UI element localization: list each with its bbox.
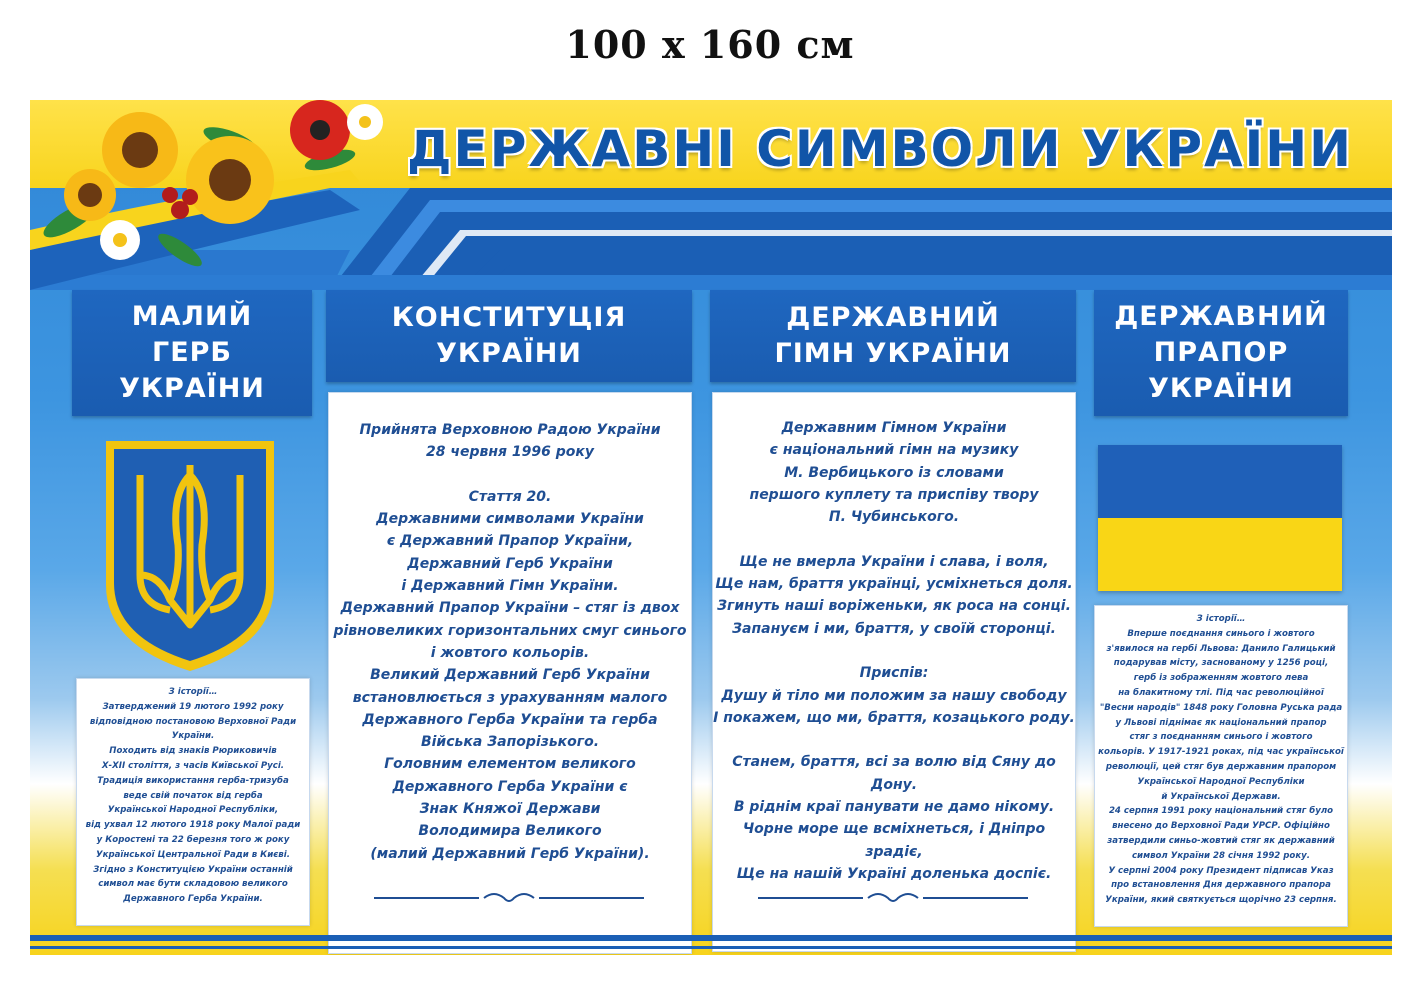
constitution-text-line: Державними символами України: [376, 511, 644, 528]
anthem-text-line: Ще нам, браття українці, усміхнеться доля.: [715, 576, 1073, 593]
anthem-text-line: Ще на нашій Україні доленька доспіє.: [736, 865, 1052, 882]
constitution-text-line: рівновеликих горизонтальних смуг синього: [333, 622, 687, 639]
anthem-text-line: Державним Гімном України: [781, 420, 1007, 436]
constitution-text-line: і Державний Гімн України.: [401, 578, 619, 595]
coat-text-line: Затверджений 19 лютого 1992 року: [102, 701, 284, 712]
constitution-panel: [328, 392, 692, 954]
flag-text-line: У серпні 2004 року Президент підписав Указ: [1108, 865, 1334, 876]
coat-text-line: веде свій початок від герба: [123, 790, 263, 801]
stand-board: [30, 100, 1392, 955]
flag-text-line: подарував місту, заснованому у 1256 році,: [1113, 658, 1329, 669]
flag-text-line: у Львові піднімає як національний прапор: [1115, 717, 1327, 728]
flag-text-line: кольорів. У 1917-1921 роках, під час української: [1098, 747, 1344, 758]
coat-text-line: Походить від знаків Рюриковичів: [109, 746, 277, 757]
flag-text-line: З історії…: [1196, 614, 1246, 624]
page-title: ДЕРЖАВНІ СИМВОЛИ УКРАЇНИ: [407, 120, 1353, 178]
flag-text-line: й Української Держави.: [1161, 791, 1281, 802]
flag-text-line: внесено до Верховної Ради УРСР. Офіційно: [1112, 821, 1330, 832]
constitution-text-line: Великий Державний Герб України: [370, 667, 650, 684]
flag-text-line: революції, цей стяг був державним прапором: [1105, 761, 1337, 772]
coat-text-line: Х-ХІІ століття, з часів Київської Русі.: [101, 760, 285, 771]
anthem-heading: [710, 290, 1076, 382]
anthem-text: [713, 417, 1075, 885]
coat-text-line: від ухвал 12 лютого 1918 року Малої ради: [85, 820, 301, 831]
constitution-text-line: [329, 464, 691, 486]
coat-text-line: Згідно з Конституцією України останній: [93, 864, 293, 875]
ukrainian-flag-icon: [1098, 445, 1342, 591]
coat-text-line: Української Народної Республіки,: [107, 805, 279, 816]
coat-heading: [72, 290, 312, 416]
coat-text-line: Державного Герба України.: [123, 894, 263, 905]
flag-text-line: з'явилося на гербі Львова: Данило Галицький: [1106, 643, 1336, 654]
flag-text-line: герб із зображенням жовтого лева: [1133, 673, 1309, 684]
coat-heading-text: МАЛИЙ ГЕРБ УКРАЇНИ: [119, 301, 265, 404]
anthem-text-line: М. Вербицького із словами: [784, 464, 1004, 481]
bottom-stripe-thin: [30, 946, 1392, 949]
anthem-text-line: В ріднім краї панувати не дамо нікому.: [733, 799, 1055, 816]
trident-icon: [100, 435, 280, 675]
anthem-text-line: Чорне море ще всміхнеться, і Дніпро зрадіє,: [742, 821, 1046, 860]
constitution-text-line: Війська Запорізького.: [420, 734, 600, 751]
anthem-text-line: [713, 528, 1075, 550]
flag-history-text: [1095, 612, 1347, 908]
flag-heading-text: ДЕРЖАВНИЙ ПРАПОР УКРАЇНИ: [1114, 301, 1328, 404]
constitution-text-line: Володимира Великого: [418, 823, 602, 840]
anthem-text-line: Приспів:: [859, 665, 929, 682]
coat-history-text: [77, 685, 309, 907]
constitution-text-line: Головним елементом великого: [384, 756, 636, 773]
coat-text-line: відповідною постановою Верховної Ради: [89, 716, 297, 727]
sunflower-bouquet-icon: [30, 100, 390, 300]
constitution-text: [329, 419, 691, 865]
flag-text-line: "Весни народів" 1848 року Головна Руська рада: [1099, 702, 1343, 713]
flag-yellow-stripe: [1098, 518, 1342, 591]
anthem-text-line: П. Чубинського.: [828, 509, 960, 526]
anthem-text-line: [713, 640, 1075, 662]
anthem-text-line: Запануєм і ми, браття, у своїй сторонці.: [732, 620, 1056, 637]
constitution-text-line: Державного Герба України та герба: [362, 711, 658, 728]
anthem-text-line: Душу й тіло ми положим за нашу свободу: [721, 687, 1067, 704]
flag-text-line: про встановлення Дня державного прапора: [1111, 880, 1331, 891]
anthem-text-line: І покажем, що ми, браття, козацького роду.: [713, 709, 1075, 726]
flag-text-line: символ України 28 січня 1992 року.: [1131, 850, 1311, 861]
constitution-text-line: Знак Княжої Держави: [419, 801, 601, 818]
constitution-text-line: і жовтого кольорів.: [430, 644, 590, 661]
flag-text-line: затвердили синьо-жовтий стяг як державний: [1107, 835, 1335, 846]
bottom-stripe: [30, 935, 1392, 941]
anthem-text-line: Станем, браття, всі за волю від Сяну до Дону.: [732, 754, 1056, 793]
constitution-text-line: (малий Державний Герб України).: [370, 845, 650, 862]
constitution-text-line: Державний Прапор України – стяг із двох: [340, 600, 680, 617]
constitution-text-line: 28 червня 1996 року: [426, 444, 594, 461]
flag-text-line: Вперше поєднання синього і жовтого: [1127, 628, 1315, 639]
coat-history-panel: [76, 678, 310, 926]
constitution-text-line: Прийнята Верховною Радою України: [359, 422, 661, 438]
constitution-heading-text: КОНСТИТУЦІЯ УКРАЇНИ: [391, 302, 627, 369]
flag-text-line: Української Народної Республіки: [1137, 776, 1305, 787]
anthem-text-line: Згинуть наші воріженьки, як роса на сонці.: [717, 598, 1071, 615]
coat-text-line: України.: [171, 731, 215, 742]
flag-text-line: стяг з поєднанням синього і жовтого: [1129, 732, 1313, 743]
coat-text-line: З історії…: [168, 687, 218, 697]
anthem-text-line: є національний гімн на музику: [769, 442, 1019, 459]
flag-heading: [1094, 290, 1348, 416]
constitution-text-line: Стаття 20.: [468, 488, 552, 505]
ornament-divider-icon: [758, 890, 1028, 906]
flag-blue-stripe: [1098, 445, 1342, 518]
flag-text-line: України, який святкується щорічно 23 серпня.: [1105, 895, 1337, 906]
coat-text-line: Української Центральної Ради в Києві.: [96, 849, 290, 860]
anthem-heading-text: ДЕРЖАВНИЙ ГІМН УКРАЇНИ: [774, 302, 1012, 369]
anthem-panel: [712, 392, 1076, 952]
constitution-heading: [326, 290, 692, 382]
constitution-text-line: є Державний Прапор України,: [386, 533, 634, 550]
coat-text-line: у Коростені та 22 березня того ж року: [96, 834, 290, 845]
constitution-text-line: Державний Герб України: [407, 555, 613, 572]
flag-text-line: на блакитному тлі. Під час революційної: [1118, 687, 1324, 698]
coat-text-line: символ має бути складовою великого: [98, 879, 288, 890]
flag-text-line: 24 серпня 1991 року національний стяг було: [1108, 806, 1334, 817]
ornament-divider-icon: [374, 890, 644, 906]
anthem-text-line: Ще не вмерла України і слава, і воля,: [739, 553, 1049, 570]
size-caption: 100 x 160 см: [565, 22, 855, 67]
coat-text-line: Традиція використання герба-тризуба: [97, 775, 289, 786]
constitution-text-line: Державного Герба України є: [392, 778, 628, 795]
constitution-text-line: встановлюється з урахуванням малого: [352, 689, 668, 706]
flag-history-panel: [1094, 605, 1348, 927]
anthem-text-line: першого куплету та приспіву твору: [749, 486, 1039, 503]
anthem-text-line: [713, 729, 1075, 751]
